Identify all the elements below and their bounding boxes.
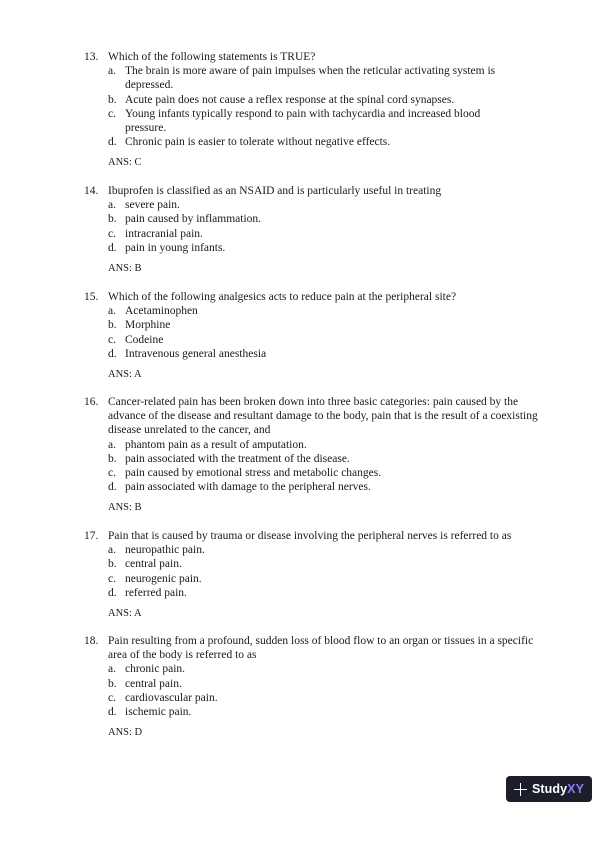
option-text: Acetaminophen — [125, 305, 198, 318]
option-text: Acute pain does not cause a reflex response at the spinal cord synapses. — [125, 93, 455, 106]
option-c — [108, 572, 554, 586]
option-text: chronic pain. — [125, 663, 186, 676]
answer-options — [84, 64, 554, 149]
option-letter: c. — [108, 572, 116, 585]
option-text: pain caused by inflammation. — [125, 213, 262, 226]
option-text: cardiovascular pain. — [125, 691, 218, 704]
question-text: Which of the following analgesics acts to reduce pain at the peripheral site? — [108, 291, 457, 303]
option-text: pain associated with damage to the peripheral nerves. — [125, 481, 371, 494]
option-letter: c. — [108, 691, 116, 704]
option-letter: d. — [108, 241, 117, 254]
option-text: severe pain. — [125, 199, 180, 212]
answer-options — [84, 304, 554, 361]
question-number: 15. — [84, 291, 99, 303]
option-letter: a. — [108, 305, 116, 318]
option-text: Morphine — [125, 319, 171, 332]
option-text: neuropathic pain. — [125, 544, 205, 557]
option-letter: b. — [108, 677, 117, 690]
option-letter: c. — [108, 227, 116, 240]
option-a — [108, 438, 554, 452]
option-letter: d. — [108, 586, 117, 599]
answer-key: ANS: D — [108, 727, 143, 739]
brand-accent-text: XY — [567, 782, 585, 796]
option-letter: b. — [108, 319, 117, 332]
option-letter: a. — [108, 544, 116, 557]
option-text: neurogenic pain. — [125, 572, 202, 585]
brand-primary-text: Study — [531, 782, 568, 796]
question-13 — [84, 50, 554, 169]
option-text: Young infants typically respond to pain with tachycardia and increased blood pressure. — [125, 107, 481, 135]
option-text: Chronic pain is easier to tolerate without negative effects. — [125, 136, 391, 149]
question-16 — [84, 395, 554, 514]
option-letter: c. — [108, 107, 116, 120]
option-a — [108, 543, 554, 557]
answer-options — [84, 662, 546, 719]
option-c — [108, 107, 508, 135]
option-text: ischemic pain. — [125, 706, 192, 719]
option-text: intracranial pain. — [125, 227, 203, 240]
question-number: 13. — [84, 51, 99, 63]
option-text: central pain. — [125, 558, 182, 571]
option-letter: d. — [108, 481, 117, 494]
option-text: pain in young infants. — [125, 241, 226, 254]
option-letter: c. — [108, 467, 116, 480]
option-text: central pain. — [125, 677, 182, 690]
option-text: The brain is more aware of pain impulses when the reticular activating system is depressed. — [125, 65, 496, 92]
option-d — [108, 705, 546, 719]
option-a — [108, 304, 554, 318]
option-d — [108, 347, 554, 361]
question-number: 18. — [84, 635, 99, 647]
option-b — [108, 452, 554, 466]
answer-options — [84, 198, 554, 255]
answer-key: ANS: A — [108, 369, 142, 381]
question-text: Pain that is caused by trauma or disease involving the peripheral nerves is referred to as — [108, 530, 512, 542]
question-14 — [84, 184, 554, 275]
question-number: 14. — [84, 185, 99, 197]
question-text: Which of the following statements is TRUE? — [108, 51, 316, 63]
question-text: Ibuprofen is classified as an NSAID and is particularly useful in treating — [108, 185, 442, 197]
option-text: Intravenous general anesthesia — [125, 347, 267, 360]
question-number: 16. — [84, 396, 99, 408]
option-a — [108, 662, 546, 676]
plus-icon — [514, 783, 527, 796]
option-b — [108, 557, 554, 571]
answer-key: ANS: A — [108, 608, 142, 620]
answer-options — [84, 438, 554, 495]
option-letter: a. — [108, 438, 116, 451]
option-d — [108, 480, 554, 494]
option-d — [108, 586, 554, 600]
option-letter: b. — [108, 213, 117, 226]
option-text: pain caused by emotional stress and metabolic changes. — [125, 467, 382, 480]
option-text: Codeine — [125, 333, 164, 346]
option-a — [108, 198, 554, 212]
option-c — [108, 227, 554, 241]
question-number: 17. — [84, 530, 99, 542]
option-letter: c. — [108, 333, 116, 346]
option-text: phantom pain as a result of amputation. — [125, 438, 307, 451]
answer-options — [84, 543, 554, 600]
option-letter: b. — [108, 93, 117, 106]
option-letter: b. — [108, 558, 117, 571]
question-17 — [84, 529, 554, 620]
option-d — [108, 241, 554, 255]
option-c — [108, 466, 554, 480]
option-letter: a. — [108, 199, 116, 212]
answer-key: ANS: C — [108, 157, 142, 169]
option-b — [108, 93, 554, 107]
option-letter: d. — [108, 136, 117, 149]
studyxy-badge[interactable] — [506, 776, 592, 802]
question-text: Cancer-related pain has been broken down into three basic categories: pain caused by the advance of the disease and resultant damage to the body, pain that is the result of a coexisting disease unrelated to the cancer, and — [108, 396, 538, 437]
option-a — [108, 64, 524, 92]
option-text: pain associated with the treatment of the disease. — [125, 452, 350, 465]
option-b — [108, 212, 554, 226]
option-letter: d. — [108, 706, 117, 719]
option-text: referred pain. — [125, 586, 187, 599]
option-letter: a. — [108, 663, 116, 676]
question-15 — [84, 290, 554, 381]
option-b — [108, 677, 546, 691]
option-d — [108, 135, 554, 149]
question-18 — [84, 634, 546, 739]
option-letter: d. — [108, 347, 117, 360]
option-letter: b. — [108, 452, 117, 465]
option-c — [108, 333, 554, 347]
option-letter: a. — [108, 65, 116, 78]
option-c — [108, 691, 546, 705]
answer-key: ANS: B — [108, 502, 142, 514]
question-text: Pain resulting from a profound, sudden loss of blood flow to an organ or tissues in a specific area of the body is referred to as — [108, 635, 534, 662]
brand-logo — [532, 782, 584, 796]
answer-key: ANS: B — [108, 263, 142, 275]
option-b — [108, 318, 554, 332]
